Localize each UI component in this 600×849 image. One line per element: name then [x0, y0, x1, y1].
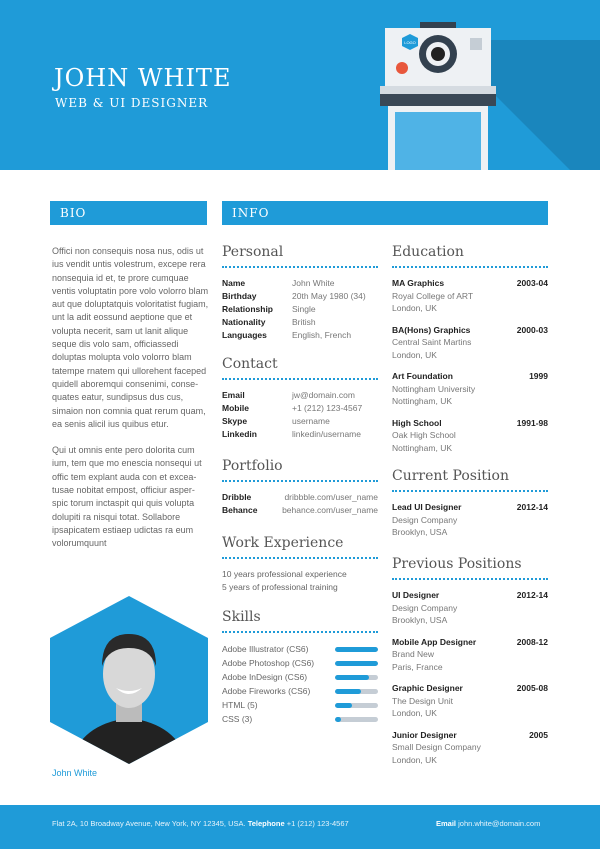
- education-title: Education: [392, 244, 548, 268]
- info-key: Mobile: [222, 403, 249, 413]
- timeline-entry: [392, 682, 548, 720]
- entry-organization: Royal College of ART: [392, 290, 474, 301]
- timeline-entry: [392, 729, 548, 767]
- personal-section: [222, 244, 378, 342]
- info-key: Email: [222, 390, 245, 400]
- entry-title: Junior Designer: [392, 729, 457, 740]
- entry-location: London, UK: [392, 754, 437, 765]
- entry-title: High School: [392, 417, 442, 428]
- portfolio-title: Portfolio: [222, 458, 378, 482]
- timeline-entry: [392, 501, 548, 539]
- info-key: Languages: [222, 330, 267, 340]
- skill-name: Adobe Photoshop (CS6): [222, 658, 315, 668]
- skill-level-bar: [335, 647, 378, 652]
- education-section: [392, 244, 548, 463]
- work-title: Work Experience: [222, 535, 378, 559]
- entry-organization: The Design Unit: [392, 695, 453, 706]
- entry-years: 2008-12: [516, 636, 548, 647]
- footer-email-line: [436, 819, 540, 828]
- info-row: [222, 389, 378, 402]
- info-key: Skype: [222, 416, 248, 426]
- timeline-entry: [392, 324, 548, 362]
- previous-positions-section: [392, 556, 548, 775]
- info-row: [222, 491, 378, 504]
- skill-name: CSS (3): [222, 714, 253, 724]
- entry-years: 2012-14: [516, 590, 548, 600]
- info-value: jw@domain.com: [292, 390, 355, 400]
- info-value: behance.com/user_name: [282, 505, 378, 515]
- info-value: dribbble.com/user_name: [284, 492, 378, 502]
- info-key: Relationship: [222, 304, 274, 314]
- info-value: British: [292, 317, 316, 327]
- contact-section: [222, 356, 378, 441]
- info-key: Dribble: [222, 492, 252, 502]
- person-name: JOHN WHITE: [54, 64, 232, 92]
- info-value: English, French: [292, 330, 352, 340]
- entry-title: BA(Hons) Graphics: [392, 324, 471, 335]
- previous-positions-title: Previous Positions: [392, 556, 548, 580]
- info-row: [222, 290, 378, 303]
- info-key: Nationality: [222, 317, 266, 327]
- info-row: [222, 415, 378, 428]
- entry-location: London, UK: [392, 303, 437, 313]
- timeline-entry: [392, 636, 548, 674]
- entry-years: 1991-98: [516, 417, 548, 428]
- bio-heading: BIO: [50, 201, 207, 225]
- entry-organization: Nottingham University: [392, 383, 476, 394]
- skill-level-bar: [335, 675, 378, 680]
- entry-title: UI Designer: [392, 590, 440, 600]
- timeline-entry: [392, 589, 548, 627]
- skill-level-fill: [335, 717, 341, 722]
- entry-location: Brooklyn, USA: [392, 527, 448, 537]
- entry-location: London, UK: [392, 349, 437, 360]
- entry-location: London, UK: [392, 708, 437, 718]
- info-value: John White: [292, 278, 335, 288]
- info-key: Birthday: [222, 291, 257, 301]
- entry-organization: Design Company: [392, 514, 458, 525]
- entry-location: Nottingham, UK: [392, 396, 452, 406]
- footer-telephone: +1 (212) 123-4567: [286, 819, 349, 828]
- entry-title: MA Graphics: [392, 278, 445, 288]
- entry-location: Nottingham, UK: [392, 442, 452, 453]
- info-row: [222, 428, 378, 441]
- skill-level-bar: [335, 717, 378, 722]
- current-position-title: Current Position: [392, 468, 548, 492]
- timeline-entry: [392, 417, 548, 455]
- skills-title: Skills: [222, 609, 378, 633]
- header: [0, 0, 600, 170]
- skill-row: [222, 642, 378, 656]
- skill-level-fill: [335, 647, 378, 652]
- entry-years: 2005-08: [516, 683, 548, 693]
- info-value: linkedin/username: [292, 429, 361, 439]
- bio-text: [52, 245, 210, 564]
- info-row: [222, 303, 378, 316]
- info-row: [222, 504, 378, 517]
- work-section: [222, 535, 378, 594]
- info-value: 20th May 1980 (34): [292, 291, 366, 301]
- entry-organization: Oak High School: [392, 430, 456, 440]
- person-role: WEB & UI DESIGNER: [55, 96, 209, 110]
- info-key: Linkedin: [222, 429, 257, 439]
- entry-title: Lead UI Designer: [392, 502, 462, 512]
- skill-level-fill: [335, 689, 361, 694]
- info-key: Name: [222, 278, 246, 288]
- info-row: [222, 316, 378, 329]
- skill-row: [222, 712, 378, 726]
- profile-photo: [50, 596, 208, 764]
- info-value: username: [292, 416, 330, 426]
- skill-level-bar: [335, 661, 378, 666]
- info-value: +1 (212) 123-4567: [292, 403, 363, 413]
- info-row: [222, 277, 378, 290]
- work-line: 5 years of professional training: [222, 582, 338, 592]
- entry-location: Paris, France: [392, 661, 443, 672]
- skill-name: Adobe Fireworks (CS6): [222, 686, 311, 696]
- current-position-section: [392, 468, 548, 548]
- footer: [0, 805, 600, 849]
- info-value: Single: [292, 304, 316, 314]
- skill-level-fill: [335, 661, 378, 666]
- entry-title: Mobile App Designer: [392, 636, 477, 647]
- info-row: [222, 329, 378, 342]
- entry-years: 2000-03: [516, 324, 548, 335]
- skill-level-fill: [335, 703, 352, 708]
- personal-title: Personal: [222, 244, 378, 268]
- entry-organization: Small Design Company: [392, 742, 481, 752]
- svg-text:LOGO: LOGO: [404, 40, 416, 45]
- timeline-entry: [392, 277, 548, 315]
- skill-level-fill: [335, 675, 369, 680]
- skill-row: [222, 684, 378, 698]
- entry-organization: Central Saint Martins: [392, 337, 472, 347]
- entry-organization: Brand New: [392, 649, 435, 659]
- portfolio-section: [222, 458, 378, 517]
- footer-address-line: [52, 819, 349, 828]
- entry-organization: Design Company: [392, 602, 458, 613]
- footer-email-label: Email: [436, 819, 457, 828]
- skill-level-bar: [335, 703, 378, 708]
- work-line: 10 years professional experience: [222, 569, 347, 579]
- entry-years: 2012-14: [516, 502, 548, 512]
- contact-title: Contact: [222, 356, 378, 380]
- person-avatar-icon: [50, 596, 208, 764]
- timeline-entry: [392, 370, 548, 408]
- entry-years: 2003-04: [516, 278, 548, 288]
- skills-section: [222, 609, 378, 726]
- entry-years: 2005: [529, 729, 548, 740]
- entry-title: Art Foundation: [392, 371, 453, 381]
- footer-address: Flat 2A, 10 Broadway Avenue, New York, NY 12345, USA.: [52, 819, 246, 828]
- skill-row: [222, 656, 378, 670]
- bio-paragraph: Offici non consequis nosa nus, odis ut ius vendit untis volestrum, excepe rera nonsequia id et, te prore cumquae ventis voluptatin pore volo volorro blam aut que doluptatquis voloritatist fugiam, unt la adit eossund aeptione que et volupta necerit, sam ut lanit alique seque dis volo sam, officiassedi doluptas molupta volo volorro blam tatempe rnatem qui ullorehent faceped quidell aboremqui consenimi, conse-quates eatur, sundipsus dus cus, simaion non comnia quat rerum quam, ea senis alicil ius quibus etur.: [52, 246, 209, 429]
- skill-name: HTML (5): [222, 700, 258, 710]
- skill-level-bar: [335, 689, 378, 694]
- entry-title: Graphic Designer: [392, 683, 463, 693]
- entry-location: Brooklyn, USA: [392, 615, 448, 625]
- info-heading: INFO: [222, 201, 548, 225]
- entry-years: 1999: [529, 371, 548, 381]
- skill-row: [222, 670, 378, 684]
- camera-icon: [380, 22, 496, 170]
- skill-name: Adobe Illustrator (CS6): [222, 644, 309, 654]
- footer-telephone-label: Telephone: [247, 819, 285, 828]
- photo-caption: John White: [52, 768, 98, 778]
- skill-name: Adobe InDesign (CS6): [222, 672, 308, 682]
- footer-email: john.white@domain.com: [458, 819, 541, 828]
- bio-paragraph: Qui ut omnis ente pero dolorita cum ium, tem que mo enescia nonsequi ut offic tem explant auda con et excea-tusae nobitat empost, officiur asper-spic torum inctaspit qui quis volupta dolupiti ra nisqui totat. Sollabore ipsapicatem estiaep udictas ra eum volorumquunt: [52, 445, 202, 549]
- info-row: [222, 402, 378, 415]
- skill-row: [222, 698, 378, 712]
- info-key: Behance: [222, 505, 258, 515]
